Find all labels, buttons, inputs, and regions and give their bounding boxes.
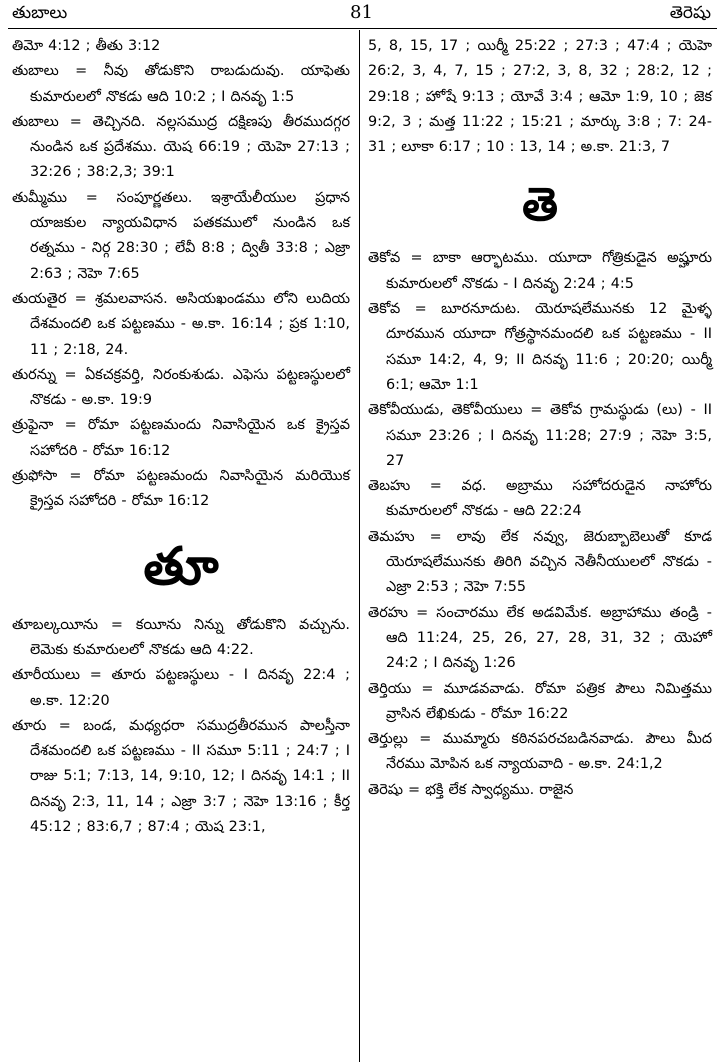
page-number: 81 xyxy=(350,2,373,23)
header-rule xyxy=(8,28,717,29)
section-syllable-heading: తూ xyxy=(143,536,219,597)
dictionary-entry: తెమహు = లావు లేక నవ్వు, జెరుబ్బాబెలుతో కూడ యెరూషలేమునకు తిరిగి వచ్చిన నెతీనీయులలో నొకడు - ఎజ్రా 2:53 ; నెహె 7:55 xyxy=(368,528,712,596)
dictionary-entry: తుబాలు = తెచ్చినది. నల్లసముద్ర దక్షిణపు తీరముదగ్గర నుండిన ఒక ప్రదేశము. యెష 66:19 ; యెహె 27:13 ; 32:26 ; 38:2,3; 39:1 xyxy=(12,113,350,181)
dictionary-entry: తుమ్మీము = సంపూర్ణతలు. ఇశ్రాయేలీయుల ప్రధాన యాజకుల న్యాయవిధాన పతకములో నుండిన ఒక రత్నము - నిర్గ 28:30 ; లేవీ 8:8 ; ద్వితీ 33:8 ; ఎజ్రా 2:63 ; నెహె 7:65 xyxy=(12,189,350,282)
dictionary-entry: తుయతైర = శ్రమలవాసన. అసియఖండము లోని లుదియ దేశమందలి ఒక పట్టణము - అ.కా. 16:14 ; ప్రక 1:10, 11 ; 2:18, 24. xyxy=(12,290,350,358)
dictionary-entry: తురన్ను = ఏకచక్రవర్తి, నిరంకుశుడు. ఎఫెసు పట్టణస్థులలో నొకడు - అ.కా. 19:9 xyxy=(12,366,350,409)
dictionary-entry-continuation: 5, 8, 15, 17 ; యిర్మీ 25:22 ; 27:3 ; 47:4 ; యెహె 26:2, 3, 4, 7, 15 ; 27:2, 3, 8, 32 ; 28:2, 12 ; 29:18 ; హోషే 9:13 ; యోవే 3:4 ; ఆమో 1:9, 10 ; జెక 9:2, 3 ; మత్త 11:22 ; 15:21 ; మార్కు 3:8 ; 7: 24-31 ; లూకా 6:17 ; 10 : 13, 14 ; అ.కా. 21:3, 7 xyxy=(368,38,712,156)
dictionary-entry: తెర్తియు = మూడవవాడు. రోమా పత్రిక పౌలు నిమిత్తము వ్రాసిన లేఖికుడు - రోమా 16:22 xyxy=(368,680,712,722)
dictionary-entry: తెకోవ = బూరనూదుట. యెరూషలేమునకు 12 మైళ్ళ దూరమున యూదా గోత్రస్థానమందలి ఒక పట్టణము - II సమూ 14:2, 4, 9; II దినవృ 11:6 ; 20:20; యిర్మీ 6:1; ఆమో 1:1 xyxy=(368,301,712,393)
dictionary-entry: తెబహు = వధ. అబ్రాము సహోదరుడైన నాహోరు కుమారులలో నొకడు - ఆది 22:24 xyxy=(368,478,712,520)
dictionary-entry: తెరహు = సంచారము లేక అడవిమేక. అబ్రాహాము తండ్రి - ఆది 11:24, 25, 26, 27, 28, 31, 32 ; యెహో 24:2 ; I దినవృ 1:26 xyxy=(368,604,712,672)
right-column xyxy=(368,34,712,803)
section-syllable-heading: తె xyxy=(522,177,558,232)
dictionary-entry: తెకోవీయుడు, తెకోవీయులు = తెకోవ గ్రామస్థుడు (లు) - II సమూ 23:26 ; I దినవృ 11:28; 27:9 ; నెహె 3:5, 27 xyxy=(368,402,712,469)
dictionary-entry: తెర్తుల్లు = ముమ్మారు కఠినపరచబడినవాడు. పౌలు మీద నేరము మోపిన ఒక న్యాయవాది - అ.కా. 24:1,2 xyxy=(368,731,712,773)
left-column xyxy=(12,34,350,840)
dictionary-entry: తిమో 4:12 ; తీతు 3:12 xyxy=(12,38,161,54)
dictionary-entry: తెరెషు = భక్తి లేక స్వాధ్యము. రాజైన xyxy=(368,781,574,798)
column-divider xyxy=(359,30,360,1062)
running-head-left: తుబాలు xyxy=(12,3,68,23)
dictionary-entry: తూబల్కయీను = కయీను నిన్ను తోడుకొని వచ్చును. లెమెకు కుమారులలో నొకడు ఆది 4:22. xyxy=(12,616,350,658)
running-head-right: తెరెషు xyxy=(669,3,711,23)
dictionary-entry: తెకోవ = బాకా ఆర్భాటము. యూదా గోత్రికుడైన అష్హూరు కుమారులలో నొకడు - I దినవృ 2:24 ; 4:5 xyxy=(368,250,712,292)
dictionary-entry: తూరు = బండ, మధ్యధరా సముద్రతీరమున పాలస్తీనా దేశమందలి ఒక పట్టణము - II సమూ 5:11 ; 24:7 ; I రాజు 5:1; 7:13, 14, 9:10, 12; I దినవృ 14:1 ; II దినవృ 2:3, 11, 14 ; ఎజ్రా 3:7 ; నెహె 13:16 ; కీర్త 45:12 ; 83:6,7 ; 87:4 ; యెష 23:1, xyxy=(12,717,350,836)
dictionary-entry: తూరీయులు = తూరు పట్టణస్థులు - I దినవృ 22:4 ; అ.కా. 12:20 xyxy=(12,667,350,709)
dictionary-entry: త్రుఫోసా = రోమా పట్టణమందు నివాసియైన మరియొక క్రైస్తవ సహోదరి - రోమా 16:12 xyxy=(12,468,350,510)
dictionary-entry: త్రుఫైనా = రోమా పట్టణమందు నివాసియైన ఒక క్రైస్తవ సహోదరి - రోమా 16:12 xyxy=(12,417,350,459)
page-header xyxy=(0,0,723,30)
dictionary-entry: తుబాలు = నీవు తోడుకొని రాబడుదువు. యాఫెతు కుమారులలో నొకడు ఆది 10:2 ; I దినవృ 1:5 xyxy=(12,63,350,105)
